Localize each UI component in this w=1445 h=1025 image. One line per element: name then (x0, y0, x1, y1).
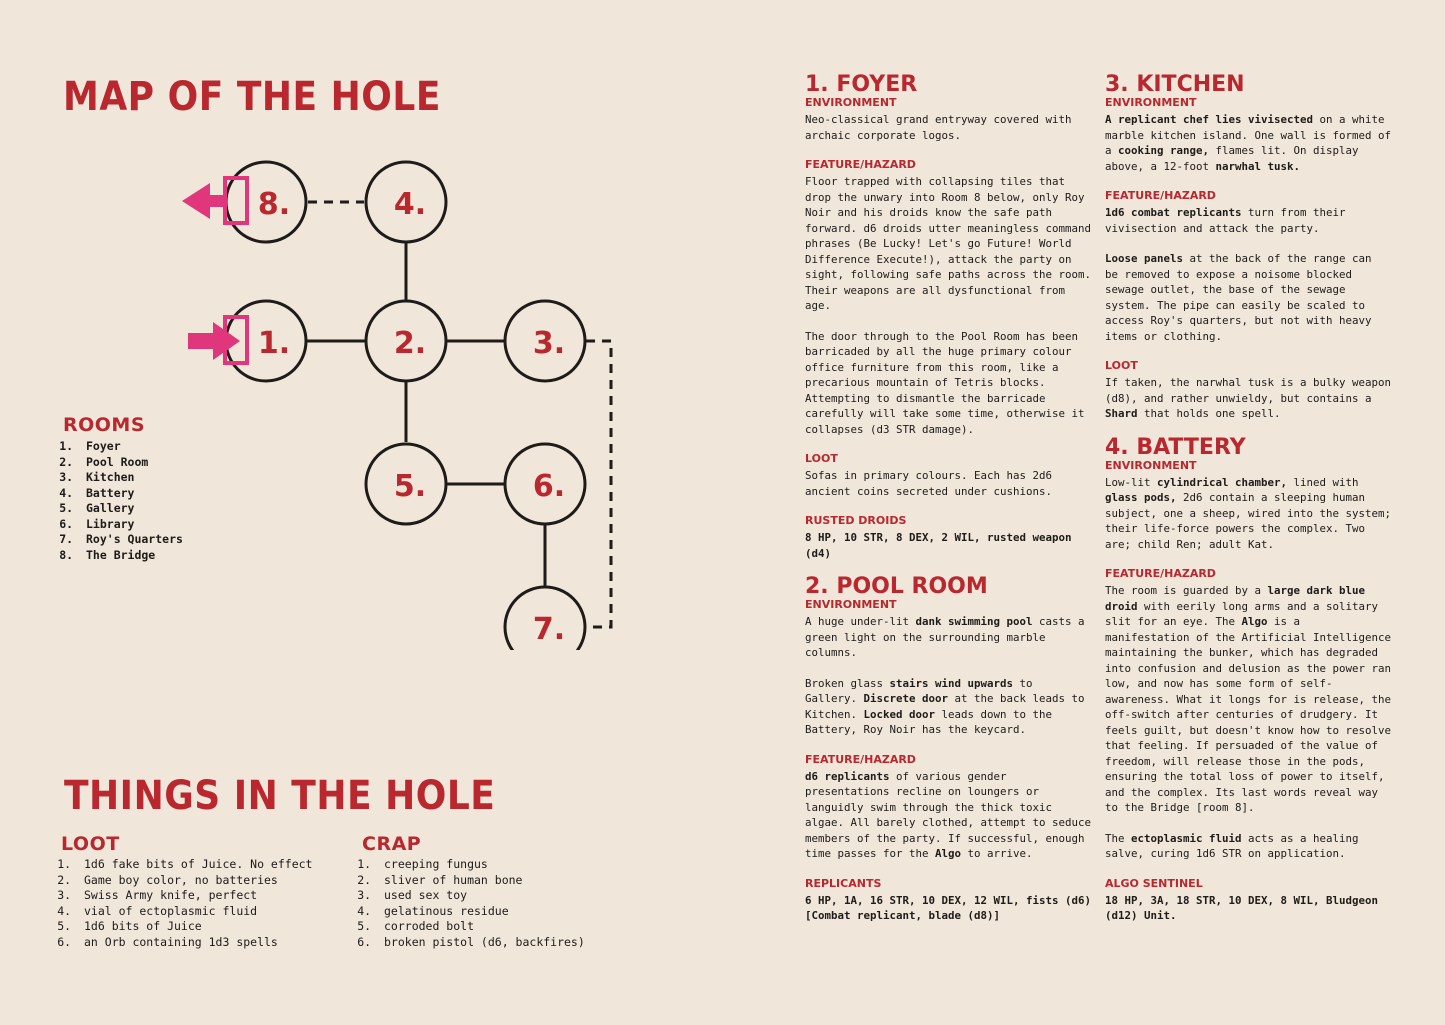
node-label-2: 2. (393, 326, 427, 361)
list-item: 4. vial of ectoplasmic fluid (78, 904, 312, 920)
paragraph: Sofas in primary colours. Each has 2d6 ancient coins secreted under cushions. (805, 469, 1053, 498)
paragraph: 1d6 combat replicants turn from their vivisection and attack the party. (1105, 206, 1346, 235)
crap-list (338, 857, 585, 950)
list-item: 3. used sex toy (378, 888, 585, 904)
list-item: 7. Roy's Quarters (80, 532, 183, 548)
loot-label: LOOT (805, 452, 838, 465)
environment-label: ENVIRONMENT (805, 96, 897, 109)
section-battery (1105, 434, 1392, 924)
section-foyer (805, 74, 1091, 561)
stat-block: 8 HP, 10 STR, 8 DEX, 2 WIL, rusted weapon (d4) (805, 531, 1072, 560)
node-label-7: 7. (532, 612, 566, 647)
stat-block: 18 HP, 3A, 18 STR, 10 DEX, 8 WIL, Bludgeon (d12) Unit. (1105, 893, 1379, 922)
things-title: THINGS IN THE HOLE (64, 773, 496, 819)
paragraph: A huge under-lit dank swimming pool casts a green light on the surrounding marble columns. (805, 615, 1085, 659)
npc-label: ALGO SENTINEL (1105, 876, 1203, 890)
list-item: 4. Battery (80, 486, 183, 502)
npc-label: REPLICANTS (805, 876, 882, 890)
node-label-6: 6. (532, 469, 566, 504)
node-label-5: 5. (393, 469, 427, 504)
list-item: 2. sliver of human bone (378, 873, 585, 889)
list-item: 8. The Bridge (80, 548, 183, 564)
list-item: 2. Pool Room (80, 455, 183, 471)
section-title: 4. BATTERY (1105, 434, 1246, 460)
list-item: 1. Foyer (80, 439, 183, 455)
list-item: 4. gelatinous residue (378, 904, 585, 920)
node-label-1: 1. (257, 326, 291, 361)
node-label-3: 3. (532, 326, 566, 361)
list-item: 6. broken pistol (d6, backfires) (378, 935, 585, 951)
room-map (180, 150, 620, 650)
list-item: 5. 1d6 bits of Juice (78, 919, 312, 935)
paragraph: If taken, the narwhal tusk is a bulky weapon (d8), and rather unwieldy, but contains a Shard that holds one spell. (1105, 376, 1392, 420)
section-title: 2. POOL ROOM (805, 574, 988, 599)
map-title: MAP OF THE HOLE (63, 74, 441, 120)
list-item: 1. 1d6 fake bits of Juice. No effect (78, 857, 312, 873)
paragraph: Floor trapped with collapsing tiles that drop the unwary into Room 8 below, only Roy Noir and his droids know the safe path forward. d6 droids utter meaningless command phrases (Be Lucky! Let's go Future! World Difference Execute!), attack the party on sight, following safe paths across the room. Their weapons are all dysfunctional from age. (805, 175, 1092, 312)
node-label-4: 4. (393, 187, 427, 222)
list-item: 3. Kitchen (80, 470, 183, 486)
section-title: 1. FOYER (805, 72, 918, 97)
list-item: 6. an Orb containing 1d3 spells (78, 935, 312, 951)
list-item: 5. corroded bolt (378, 919, 585, 935)
crap-heading: CRAP (362, 833, 422, 855)
paragraph: d6 replicants of various gender presentations recline on loungers or languidly swim through the thick toxic algae. All barely clothed, attempt to seduce members of the party. If successful, enough time passes for the Algo to arrive. (805, 769, 1092, 860)
feature-hazard-label: FEATURE/HAZARD (1105, 567, 1216, 580)
loot-heading: LOOT (61, 833, 120, 855)
paragraph: Broken glass stairs wind upwards to Gallery. Discrete door at the back leads to Kitchen. Locked door leads down to the Battery, Roy Noir has the keycard. (805, 676, 1085, 736)
feature-hazard-label: FEATURE/HAZARD (805, 752, 916, 766)
link-3-7 (586, 341, 611, 627)
list-item: 5. Gallery (80, 501, 183, 517)
node-label-8: 8. (257, 187, 291, 222)
feature-hazard-label: FEATURE/HAZARD (1105, 189, 1216, 202)
npc-label: RUSTED DROIDS (805, 514, 907, 527)
stat-block: 6 HP, 1A, 16 STR, 10 DEX, 12 WIL, fists (d6) [Combat replicant, blade (d8)] (805, 893, 1092, 922)
rooms-list (40, 439, 183, 563)
section-pool-room (805, 576, 1091, 924)
environment-label: ENVIRONMENT (1105, 458, 1197, 472)
environment-label: ENVIRONMENT (805, 598, 897, 611)
paragraph: Neo-classical grand entryway covered with archaic corporate logos. (805, 113, 1072, 142)
environment-label: ENVIRONMENT (1105, 96, 1197, 109)
column-left (805, 74, 1091, 939)
paragraph: Low-lit cylindrical chamber, lined with glass pods, 2d6 contain a sleeping human subject, one a sheep, wired into the system; their life-force powers the complex. Two are; child Ren; adult Kat. (1105, 475, 1392, 551)
section-title: 3. KITCHEN (1105, 72, 1245, 97)
list-item: 1. creeping fungus (378, 857, 585, 873)
feature-hazard-label: FEATURE/HAZARD (805, 158, 916, 171)
list-item: 2. Game boy color, no batteries (78, 873, 312, 889)
paragraph: Loose panels at the back of the range can be removed to expose a noisome blocked sewage outlet, the base of the sewage system. The pipe can easily be scaled to access Roy's quarters, but not with heavy items or clothing. (1105, 252, 1372, 343)
paragraph: The room is guarded by a large dark blue droid with eerily long arms and a solitary slit for an eye. The Algo is a manifestation of the Artificial Intelligence maintaining the bunker, which has degraded into confusion and delusion as the power ran low, and now has some form of self-awareness. What it longs for is release, the off-switch after centuries of drudgery. It feels guilt, but doesn't know how to resolve that feeling. If persuaded of the value of freedom, will release those in the pods, ensuring the total loss of power to itself, and the complex. Its last words reveal way to the Bridge [room 8]. (1105, 584, 1392, 814)
section-kitchen (1105, 74, 1391, 422)
paragraph: The door through to the Pool Room has been barricaded by all the huge primary colour office furniture from this room, like a precarious mountain of Tetris blocks. Attempting to dismantle the barricade carefully will take some time, otherwise it collapses (d3 STR damage). (805, 329, 1085, 436)
paragraph: A replicant chef lies vivisected on a white marble kitchen island. One wall is formed of a cooking range, flames lit. On display above, a 12-foot narwhal tusk. (1105, 113, 1392, 173)
loot-label: LOOT (1105, 359, 1138, 372)
list-item: 3. Swiss Army knife, perfect (78, 888, 312, 904)
paragraph: The ectoplasmic fluid acts as a healing salve, curing 1d6 STR on application. (1105, 831, 1359, 860)
rooms-heading: ROOMS (63, 414, 146, 436)
column-right (1105, 74, 1391, 939)
list-item: 6. Library (80, 517, 183, 533)
loot-list (38, 857, 312, 950)
